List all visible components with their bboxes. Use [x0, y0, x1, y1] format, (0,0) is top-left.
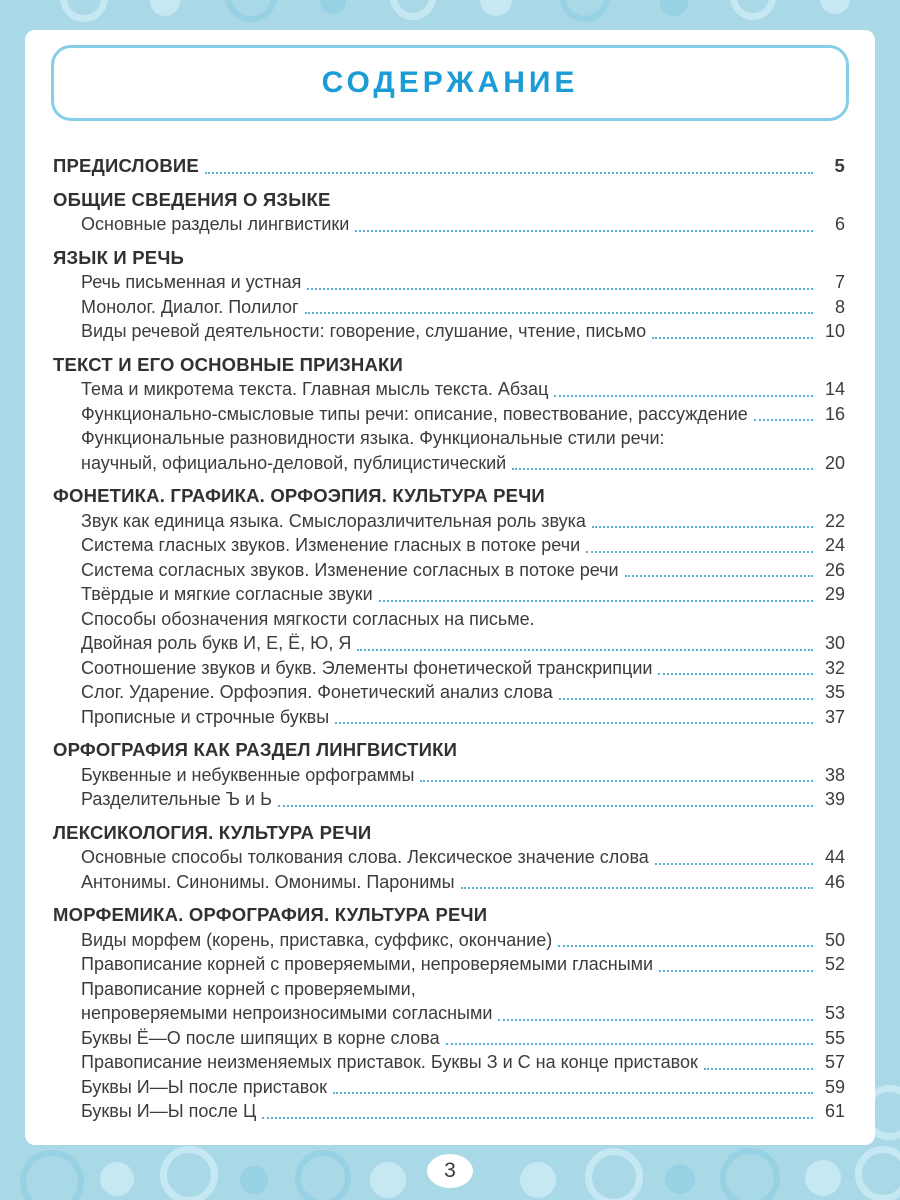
entry-page-number: 29: [824, 584, 845, 604]
entry-page-number: 52: [824, 954, 845, 974]
entry-text: ОРФОГРАФИЯ КАК РАЗДЕЛ ЛИНГВИСТИКИ: [53, 739, 458, 760]
entry-page-number: 57: [824, 1052, 845, 1072]
entry-text: Двойная роль букв И, Е, Ё, Ю, Я: [81, 633, 352, 653]
decor-circle: [390, 0, 436, 20]
dot-leader: [205, 172, 813, 174]
entry-text: Соотношение звуков и букв. Элементы фонетической транскрипции: [81, 657, 653, 678]
entry-text: непроверяемыми непроизносимыми согласными: [81, 1003, 493, 1023]
entry-text: Буквы И—Ы после приставок: [81, 1076, 328, 1097]
toc-item: [53, 509, 845, 534]
toc-item: [53, 582, 845, 607]
entry-text: Слог. Ударение. Орфоэпия. Фонетический анализ слова: [81, 682, 553, 702]
toc-heading: [53, 821, 845, 846]
entry-page-number: 44: [824, 847, 845, 867]
toc-item: [53, 319, 845, 344]
dot-leader: [420, 780, 813, 782]
dot-leader: [461, 887, 813, 889]
toc-item: [53, 787, 845, 812]
decor-circle: [320, 0, 346, 14]
toc-item: [53, 928, 845, 953]
entry-text: Речь письменная и устная: [81, 272, 302, 292]
entry-text: МОРФЕМИКА. ОРФОГРАФИЯ. КУЛЬТУРА РЕЧИ: [53, 904, 488, 925]
entry-text: Тема и микротема текста. Главная мысль текста. Абзац: [81, 379, 549, 399]
dot-leader: [446, 1043, 813, 1045]
entry-text: Буквенные и небуквенные орфограммы: [81, 764, 415, 785]
dot-leader: [659, 970, 813, 972]
toc-item: [53, 845, 845, 870]
entry-page-number: 20: [824, 452, 845, 473]
entry-text: ПРЕДИСЛОВИЕ: [53, 155, 199, 176]
dot-leader: [592, 526, 813, 528]
table-of-contents: [25, 121, 875, 1124]
entry-text: ЛЕКСИКОЛОГИЯ. КУЛЬТУРА РЕЧИ: [53, 821, 372, 843]
entry-text: Основные способы толкования слова. Лексическое значение слова: [81, 847, 649, 867]
entry-text: Виды морфем (корень, приставка, суффикс, окончание): [81, 929, 553, 950]
page-content-area: [25, 30, 875, 1145]
decor-circle: [730, 0, 776, 20]
dot-leader: [335, 722, 813, 724]
entry-text: Звук как единица языка. Смыслоразличительная роль звука: [81, 510, 586, 531]
entry-page-number: 8: [834, 296, 845, 317]
entry-text: Прописные и строчные буквы: [81, 706, 330, 727]
entry-page-number: 46: [824, 871, 845, 892]
dot-leader: [559, 698, 813, 700]
entry-text: ЯЗЫК И РЕЧЬ: [53, 246, 185, 268]
dot-leader: [586, 551, 813, 553]
decor-circle: [560, 0, 610, 22]
entry-text: Буквы И—Ы после Ц: [81, 1101, 257, 1121]
toc-item: [53, 402, 845, 427]
entry-page-number: 35: [824, 682, 845, 702]
entry-text: Система гласных звуков. Изменение гласных в потоке речи: [81, 535, 581, 555]
entry-page-number: 59: [824, 1076, 845, 1097]
decor-circle: [225, 0, 277, 22]
entry-page-number: 61: [824, 1101, 845, 1121]
dot-leader: [655, 863, 813, 865]
entry-text: Правописание корней с проверяемыми,: [81, 978, 416, 999]
toc-item: [53, 270, 845, 295]
entry-page-number: 16: [824, 403, 845, 424]
entry-text: ФОНЕТИКА. ГРАФИКА. ОРФОЭПИЯ. КУЛЬТУРА РЕЧИ: [53, 485, 545, 506]
dot-leader: [652, 337, 813, 339]
entry-text: Виды речевой деятельности: говорение, слушание, чтение, письмо: [81, 321, 647, 341]
page-number: 3: [427, 1154, 473, 1188]
dot-leader: [307, 288, 813, 290]
dot-leader: [558, 945, 813, 947]
toc-item: [53, 1050, 845, 1075]
entry-text: Правописание корней с проверяемыми, непроверяемыми гласными: [81, 954, 654, 974]
toc-item: [53, 1075, 845, 1100]
entry-text: ТЕКСТ И ЕГО ОСНОВНЫЕ ПРИЗНАКИ: [53, 353, 404, 375]
entry-text: Функциональные разновидности языка. Функциональные стили речи:: [81, 428, 665, 448]
toc-item: [53, 763, 845, 788]
dot-leader: [278, 805, 813, 807]
dot-leader: [704, 1068, 813, 1070]
toc-heading: [53, 484, 845, 509]
dot-leader: [262, 1117, 813, 1119]
decor-circle: [660, 0, 688, 16]
title-box: [51, 45, 849, 121]
decor-circle: [480, 0, 512, 16]
dot-leader: [625, 575, 813, 577]
toc-item: [53, 558, 845, 583]
entry-page-number: 38: [824, 764, 845, 785]
toc-item: [53, 1099, 845, 1124]
toc-item: [53, 295, 845, 320]
toc-heading: [53, 738, 845, 763]
toc-heading: [53, 154, 845, 179]
entry-page-number: 14: [824, 379, 845, 399]
entry-page-number: 39: [824, 789, 845, 809]
toc-item: [53, 212, 845, 237]
toc-item: [53, 705, 845, 730]
entry-text: Разделительные Ъ и Ь: [81, 789, 272, 809]
toc-item: [53, 1026, 845, 1051]
toc-item: [53, 377, 845, 402]
dot-leader: [512, 468, 813, 470]
entry-text: ОБЩИЕ СВЕДЕНИЯ О ЯЗЫКЕ: [53, 188, 331, 210]
toc-heading: [53, 246, 845, 271]
dot-leader: [658, 673, 813, 675]
entry-page-number: 10: [824, 321, 845, 341]
entry-text: Правописание неизменяемых приставок. Буквы З и С на конце приставок: [81, 1052, 698, 1072]
toc-item: [53, 680, 845, 705]
toc-item: [53, 1001, 845, 1026]
entry-page-number: 24: [824, 535, 845, 555]
entry-page-number: 53: [824, 1003, 845, 1023]
entry-page-number: 26: [824, 559, 845, 580]
toc-item: [53, 977, 845, 1002]
page-number-area: [0, 1154, 900, 1188]
entry-text: Буквы Ё—О после шипящих в корне слова: [81, 1027, 440, 1048]
toc-heading: [53, 353, 845, 378]
entry-text: Функционально-смысловые типы речи: описание, повествование, рассуждение: [81, 403, 748, 424]
page-title: СОДЕРЖАНИЕ: [321, 66, 579, 99]
toc-heading: [53, 188, 845, 213]
toc-item: [53, 426, 845, 451]
dot-leader: [355, 230, 813, 232]
dot-leader: [333, 1092, 813, 1094]
entry-text: Основные разделы лингвистики: [81, 214, 350, 234]
decor-circle: [150, 0, 180, 16]
entry-page-number: 30: [824, 633, 845, 653]
entry-page-number: 55: [824, 1027, 845, 1048]
entry-page-number: 5: [834, 155, 845, 176]
entry-text: Монолог. Диалог. Полилог: [81, 296, 299, 317]
entry-page-number: 32: [824, 657, 845, 678]
entry-text: Антонимы. Синонимы. Омонимы. Паронимы: [81, 871, 455, 892]
toc-item: [53, 607, 845, 632]
entry-text: Способы обозначения мягкости согласных на письме.: [81, 608, 535, 629]
dot-leader: [379, 600, 813, 602]
dot-leader: [305, 312, 813, 314]
toc-item: [53, 451, 845, 476]
entry-text: Твёрдые и мягкие согласные звуки: [81, 584, 373, 604]
entry-page-number: 7: [834, 272, 845, 292]
toc-heading: [53, 903, 845, 928]
entry-page-number: 6: [834, 214, 845, 234]
toc-item: [53, 533, 845, 558]
decor-circle: [60, 0, 108, 22]
entry-text: Система согласных звуков. Изменение согласных в потоке речи: [81, 559, 619, 580]
decor-circle: [820, 0, 850, 14]
dot-leader: [498, 1019, 813, 1021]
dot-leader: [357, 649, 813, 651]
toc-item: [53, 656, 845, 681]
entry-text: научный, официально-деловой, публицистический: [81, 452, 507, 473]
entry-page-number: 50: [824, 929, 845, 950]
entry-page-number: 37: [824, 706, 845, 727]
toc-item: [53, 631, 845, 656]
dot-leader: [554, 395, 813, 397]
toc-item: [53, 870, 845, 895]
toc-item: [53, 952, 845, 977]
entry-page-number: 22: [824, 510, 845, 531]
dot-leader: [754, 419, 813, 421]
